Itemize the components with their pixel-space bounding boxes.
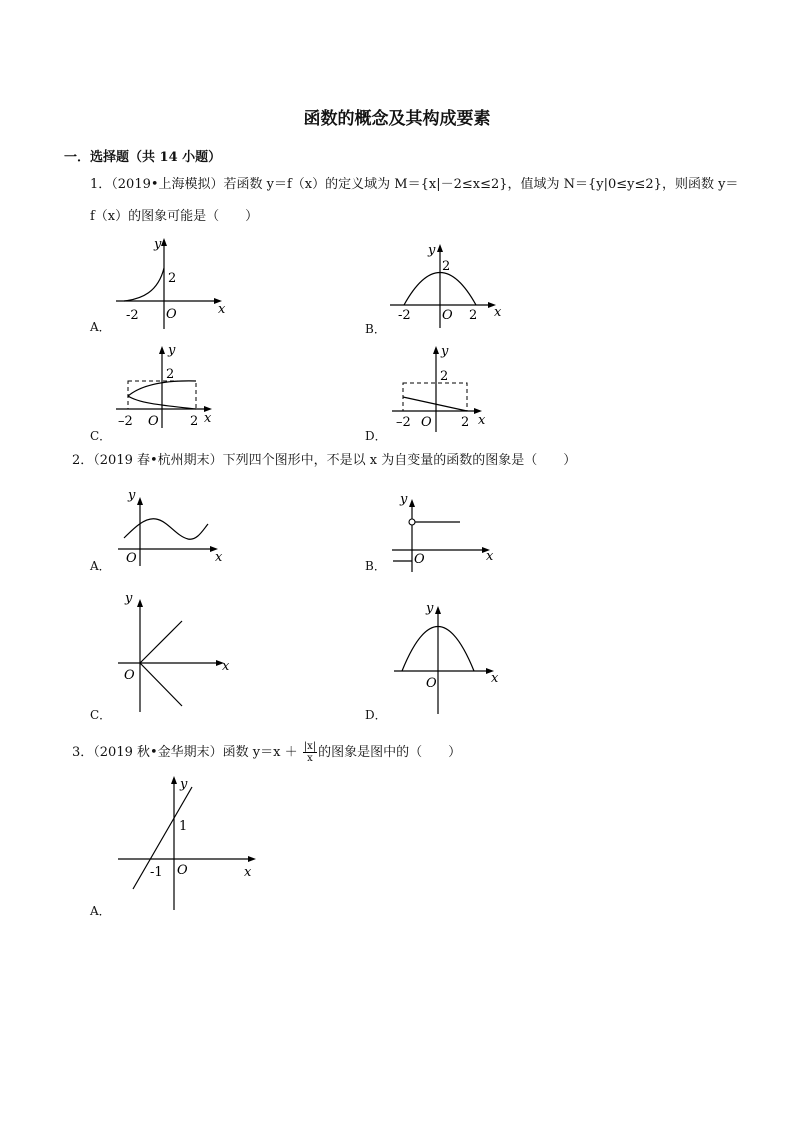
q1b-label-y: y — [428, 243, 436, 258]
q1c-label-2-y: 2 — [166, 367, 175, 382]
q3a-label-o: O — [177, 863, 188, 878]
q1d-label-o: O — [421, 415, 432, 430]
q2c-label-y: y — [125, 591, 133, 606]
q2c-label-x: x — [222, 659, 230, 674]
fraction-numerator: |x| — [303, 741, 317, 752]
q1a-label-2: 2 — [168, 271, 177, 286]
q1-option-b-label: B． — [365, 322, 386, 336]
q1b-label-o: O — [442, 308, 453, 323]
q2-option-a-label: A． — [90, 559, 111, 573]
q2d-label-o: O — [426, 676, 437, 691]
q1-option-c-label: C． — [90, 429, 112, 443]
q2a-label-o: O — [126, 551, 137, 566]
question-1-line-1: 1．（2019•上海模拟）若函数 y＝f（x）的定义域为 M＝{x|－2≤x≤2}，值域为 N＝{y|0≤y≤2}，则函数 y＝ — [90, 177, 739, 192]
q2b-label-x: x — [486, 549, 494, 564]
q2-option-d-label: D． — [365, 708, 387, 722]
q2b-label-y: y — [400, 492, 408, 507]
q2c-label-o: O — [124, 668, 135, 683]
q1a-label-neg2: -2 — [126, 308, 139, 323]
q1c-label-neg2: –2 — [118, 414, 133, 429]
question-3-prefix: 3．（2019 秋•金华期末）函数 y＝x ＋ — [72, 745, 302, 760]
q1c-label-y: y — [168, 343, 176, 358]
q2b-label-o: O — [414, 552, 425, 567]
question-3-suffix: 的图象是图中的（ ） — [318, 745, 462, 760]
q1a-label-o: O — [166, 307, 177, 322]
q1a-label-x: x — [218, 302, 226, 317]
q2-option-b-label: B． — [365, 559, 386, 573]
page-title: 函数的概念及其构成要素 — [303, 109, 491, 129]
question-1-line-2: f（x）的图象可能是（ ） — [90, 209, 259, 224]
q2d-label-y: y — [426, 601, 434, 616]
q2d-label-x: x — [491, 671, 499, 686]
q3a-label-x: x — [244, 865, 252, 880]
q1b-label-x: x — [494, 305, 502, 320]
question-3-fraction — [303, 741, 317, 764]
question-3-line-1 — [72, 740, 461, 766]
q1b-label-2-y: 2 — [442, 259, 451, 274]
q1c-label-x: x — [204, 411, 212, 426]
q3a-label-neg1: -1 — [150, 865, 163, 880]
q1-option-d-label: D． — [365, 429, 387, 443]
q1a-label-y: y — [154, 237, 162, 252]
q3-option-a-label: A． — [90, 904, 111, 918]
question-2-line-1: 2．（2019 春•杭州期末）下列四个图形中，不是以 x 为自变量的函数的图象是（ ） — [72, 453, 577, 468]
q1d-label-y: y — [441, 344, 449, 359]
q3a-label-y: y — [180, 777, 188, 792]
q1c-label-2-x: 2 — [190, 414, 199, 429]
q1d-label-x: x — [478, 413, 486, 428]
q1-option-a-label: A． — [90, 320, 111, 334]
section-heading: 一．选择题（共 14 小题） — [64, 150, 222, 165]
q2a-label-x: x — [215, 550, 223, 565]
q1d-label-2-x: 2 — [461, 415, 470, 430]
q1b-label-neg2: -2 — [398, 308, 411, 323]
q3a-label-1: 1 — [179, 819, 188, 834]
q2-option-c-label: C． — [90, 708, 112, 722]
q1b-label-2-x: 2 — [469, 308, 478, 323]
q1c-label-o: O — [148, 414, 159, 429]
q1d-label-neg2: –2 — [396, 415, 411, 430]
q1d-label-2-y: 2 — [440, 369, 449, 384]
fraction-denominator: x — [307, 753, 313, 764]
q2a-label-y: y — [128, 488, 136, 503]
